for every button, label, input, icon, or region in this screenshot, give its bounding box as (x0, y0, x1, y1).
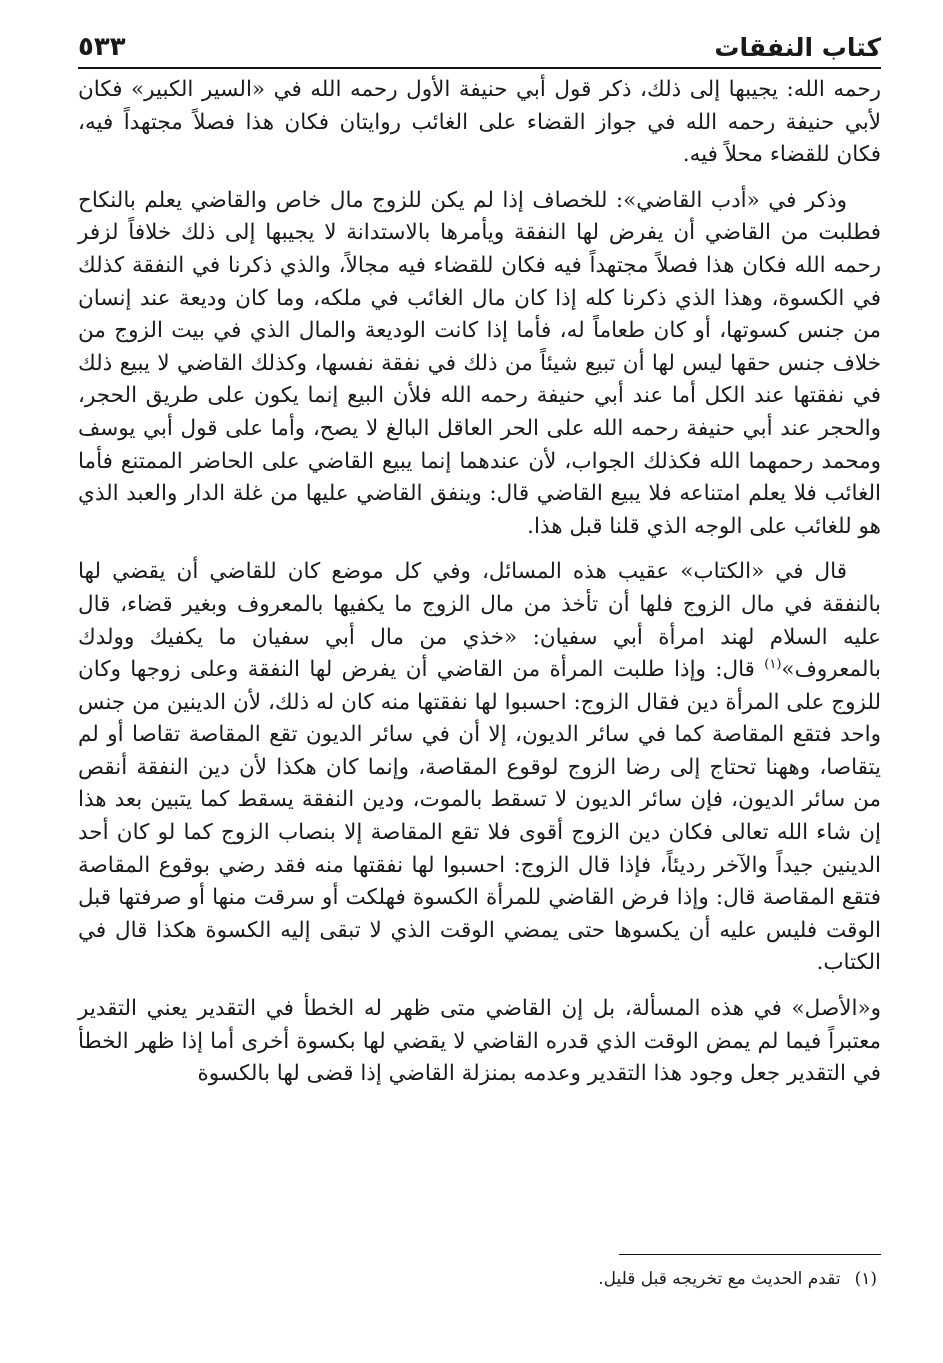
paragraph-4: و«الأصل» في هذه المسألة، بل إن القاضي متى ظهر له الخطأ في التقدير يعني التقدير معتبراً فيما لم يمض الوقت الذي قدره القاضي لا يقضي لها بكسوة أخرى أما إذا ظهر الخطأ في التقدير جعل وجود هذا التقدير وعدمه بمنزلة القاضي إذا قضى لها بالكسوة (78, 996, 881, 1087)
paragraph-1: رحمه الله: يجيبها إلى ذلك، ذكر قول أبي حنيفة الأول رحمه الله في «السير الكبير» فكان لأبي حنيفة رحمه الله في جواز القضاء على الغائب روايتان فكان هذا فصلاً مجتهداً فيه، فكان للقضاء محلاً فيه. (78, 77, 881, 168)
footnote-divider (619, 1254, 881, 1255)
header-divider (78, 67, 881, 69)
paragraph-3-part-1: قال في «الكتاب» عقيب هذه المسائل، وفي كل موضع كان للقاضي أن يقضي لها بالنفقة في مال الزوج فلها أن تأخذ من مال الزوج ما يكفيها بالمعروف وبغير قضاء، قال عليه السلام لهند امرأة أبي سفيان: «خذي من مال أبي سفيان ما يكفيك وولدك بالمعروف» (78, 559, 881, 683)
footnote-text: تقدم الحديث مع تخريجه قبل قليل. (598, 1269, 841, 1289)
page-header (78, 20, 881, 62)
footnote-number: (١) (854, 1269, 877, 1289)
paragraph-3 (78, 556, 881, 980)
main-text (78, 74, 881, 1104)
running-title: كتاب النفقات (714, 33, 881, 62)
paragraph-2: وذكر في «أدب القاضي»: للخصاف إذا لم يكن للزوج مال خاص والقاضي يعلم بالنكاح فطلبت من القاضي أن يفرض لها النفقة ويأمرها بالاستدانة لا يجيبها إلى ذلك خلافاً لزفر رحمه الله فكان هذا فصلاً مجتهداً فيه فكان للقضاء فيه مجالاً، والذي ذكرنا في النفقة كذلك في الكسوة، وهذا الذي ذكرنا كله إذا كان مال الغائب في ملكه، وما كان وديعة عند إنسان من جنس كسوتها، أو كان طعاماً له، فأما إذا كانت الوديعة والمال الذي في بيت الزوج من خلاف جنس حقها ليس لها أن تبيع شيئاً من ذلك في نفقة نفسها، وكذلك القاضي لا يبيع ذلك في نفقتها عند الكل أما عند أبي حنيفة رحمه الله فلأن البيع إنما يكون على طريق الحجر، والحجر عند أبي حنيفة رحمه الله على الحر العاقل البالغ لا يصح، وأما على قول أبي يوسف ومحمد رحمهما الله فكذلك الجواب، لأن عندهما إنما يبيع القاضي على الحاضر الممتنع فأما الغائب فلا يعلم امتناعه فلا يبيع القاضي قال: وينفق القاضي عليها من غلة الدار والعبد الذي هو للغائب على الوجه الذي قلنا قبل هذا. (78, 187, 881, 539)
footnote (78, 1266, 877, 1292)
paragraph-3-part-2: قال: وإذا طلبت المرأة من القاضي أن يفرض لها النفقة وعلى زوجها وكان للزوج على المرأة دين فقال الزوج: احسبوا لها نفقتها منه كان له ذلك، لأن الدينين من جنس واحد فتقع المقاصة كما في سائر الديون، إلا أن في سائر الديون تقع المقاصة تقاصا أو لم يتقاصا، وههنا تحتاج إلى رضا الزوج لوقوع المقاصة، وإنما كان هكذا لأن دين النفقة أنقص من سائر الديون، فإن سائر الديون لا تسقط بالموت، ودين النفقة يسقط كما يتبين بعد هذا إن شاء الله تعالى فكان دين الزوج أقوى فلا تقع المقاصة إلا بنصاب الزوج كما لو كان أحد الدينين جيداً والآخر رديئاً، فإذا قال الزوج: احسبوا لها نفقتها منه فقد رضي بوقوع المقاصة فتقع المقاصة قال: وإذا فرض القاضي للمرأة الكسوة فهلكت أو سرقت منها أو صرفتها قبل الوقت فليس عليه أن يكسوها حتى يمضي الوقت الذي لا تبقى إليه الكسوة هكذا قال في الكتاب. (78, 657, 881, 976)
page-number: ٥٣٣ (78, 32, 126, 62)
footnote-reference[interactable]: (١) (764, 656, 782, 672)
